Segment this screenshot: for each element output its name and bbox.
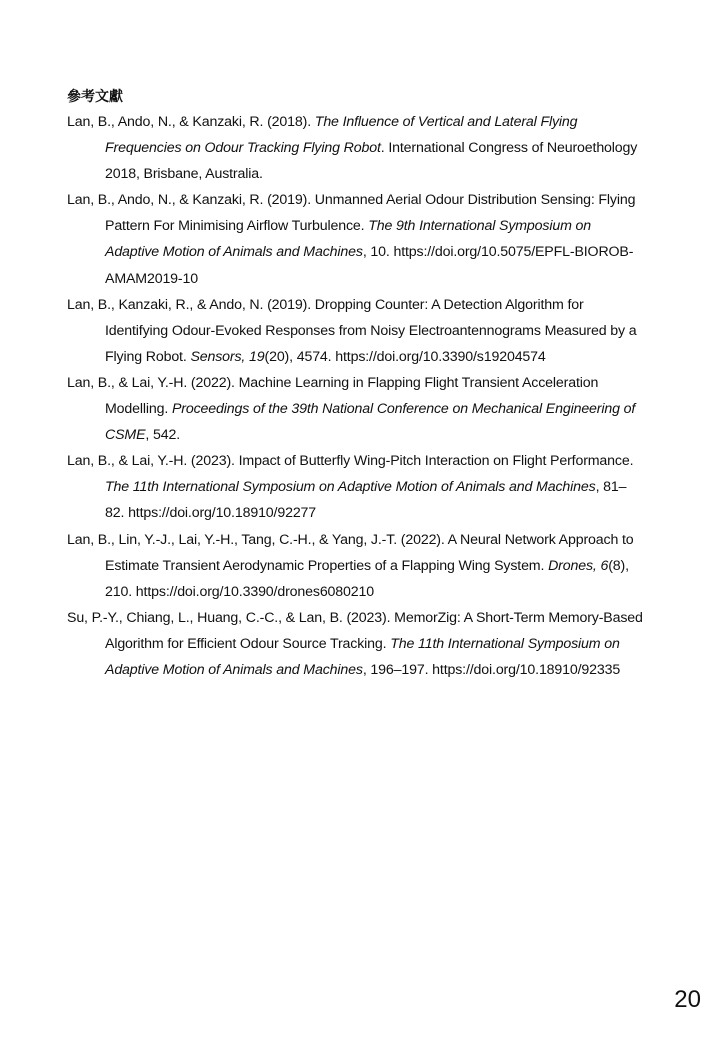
reference-details: , 81–82. https://doi.org/10.18910/92277	[105, 479, 627, 522]
reference-details: (20), 4574. https://doi.org/10.3390/s19204574	[264, 348, 546, 365]
reference-details: (8), 210. https://doi.org/10.3390/drones6080210	[105, 557, 629, 600]
reference-text: Lan, B., Lin, Y.-J., Lai, Y.-H., Tang, C.-H., & Yang, J.-T. (2022). A Neural Network Approach to Estimate Transient Aerodynamic Properties of a Flapping Wing System.	[67, 531, 634, 574]
reference-details: , 196–197. https://doi.org/10.18910/92335	[362, 661, 621, 678]
reference-text: Lan, B., & Lai, Y.-H. (2023). Impact of Butterfly Wing-Pitch Interaction on Flight Performance.	[67, 453, 634, 470]
reference-entry	[67, 605, 645, 683]
reference-details: . International Congress of Neuroethology 2018, Brisbane, Australia.	[105, 140, 638, 183]
reference-source: The 11th International Symposium on Adaptive Motion of Animals and Machines	[105, 479, 596, 496]
reference-source: Sensors, 19	[190, 348, 265, 365]
reference-details: , 542.	[145, 427, 180, 444]
reference-list	[67, 109, 645, 683]
references-heading: 參考文獻	[67, 88, 123, 104]
reference-source: The 9th International Symposium on Adaptive Motion of Animals and Machines	[105, 218, 592, 261]
reference-text: Lan, B., Kanzaki, R., & Ando, N. (2019). Dropping Counter: A Detection Algorithm for Identifying Odour-Evoked Responses from Noisy Electroantennograms Measured by a Flying Robot.	[67, 296, 637, 365]
reference-entry	[67, 527, 645, 605]
reference-text: Su, P.-Y., Chiang, L., Huang, C.-C., & Lan, B. (2023). MemorZig: A Short-Term Memory-Based Algorithm for Efficient Odour Source Tracking.	[67, 609, 643, 652]
reference-source: Proceedings of the 39th National Conference on Mechanical Engineering of CSME	[105, 401, 636, 444]
reference-text: Lan, B., Ando, N., & Kanzaki, R. (2018).	[67, 114, 315, 130]
reference-source: The Influence of Vertical and Lateral Flying Frequencies on Odour Tracking Flying Robot	[105, 114, 578, 157]
reference-entry	[67, 370, 645, 448]
page-number: 20	[674, 986, 701, 1013]
reference-entry	[67, 448, 645, 526]
reference-source: Drones, 6	[548, 557, 609, 574]
reference-entry	[67, 187, 645, 291]
reference-entry	[67, 109, 645, 187]
reference-details: , 10. https://doi.org/10.5075/EPFL-BIOROB-AMAM2019-10	[105, 244, 634, 287]
reference-entry	[67, 292, 645, 370]
reference-text: Lan, B., Ando, N., & Kanzaki, R. (2019). Unmanned Aerial Odour Distribution Sensing: Flying Pattern For Minimising Airflow Turbulence.	[67, 192, 636, 235]
reference-text: Lan, B., & Lai, Y.-H. (2022). Machine Learning in Flapping Flight Transient Acceleration Modelling.	[67, 374, 599, 418]
reference-source: The 11th International Symposium on Adaptive Motion of Animals and Machines	[105, 635, 620, 678]
